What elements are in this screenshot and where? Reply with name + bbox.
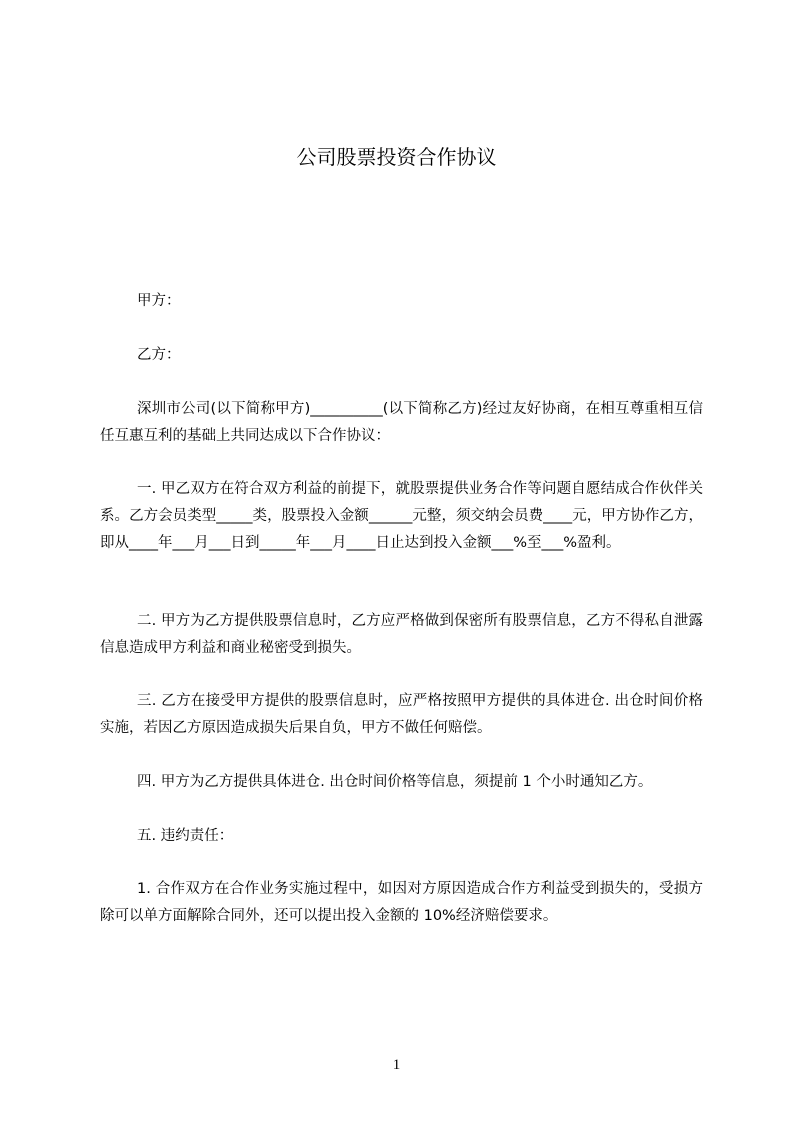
clause-2-paragraph: 二. 甲方为乙方提供股票信息时，乙方应严格做到保密所有股票信息，乙方不得私自泄露信息造成甲方利益和商业秘密受到损失。: [100, 613, 703, 656]
page-title: 公司股票投资合作协议: [296, 145, 497, 169]
intro-paragraph: 深圳市公司(以下简称甲方)__________(以下简称乙方)经过友好协商，在相互尊重相互信任互惠互利的基础上共同达成以下合作协议：: [100, 401, 703, 444]
clause-5-heading: 五. 违约责任：: [137, 828, 234, 844]
clause-1-paragraph: 一. 甲乙双方在符合双方利益的前提下，就股票提供业务合作等问题自愿结成合作伙伴关系。乙方会员类型_____类，股票投入金额______元整，须交纳会员费____元，甲方协作乙方，即从____年___月___日到_____年___月____日止达到投入金额___%至___%盈利。: [100, 481, 703, 551]
page-number: 1: [392, 1057, 401, 1073]
party-a-label: 甲方：: [137, 293, 181, 309]
party-b-label: 乙方：: [137, 347, 181, 363]
clause-4-paragraph: 四. 甲方为乙方提供具体进仓. 出仓时间价格等信息，须提前 1 个小时通知乙方。: [137, 774, 653, 790]
clause-5-1-paragraph: 1. 合作双方在合作业务实施过程中，如因对方原因造成合作方利益受到损失的，受损方除可以单方面解除合同外，还可以提出投入金额的 10%经济赔偿要求。: [100, 881, 703, 924]
clause-3-paragraph: 三. 乙方在接受甲方提供的股票信息时，应严格按照甲方提供的具体进仓. 出仓时间价格实施，若因乙方原因造成损失后果自负，甲方不做任何赔偿。: [100, 693, 703, 736]
